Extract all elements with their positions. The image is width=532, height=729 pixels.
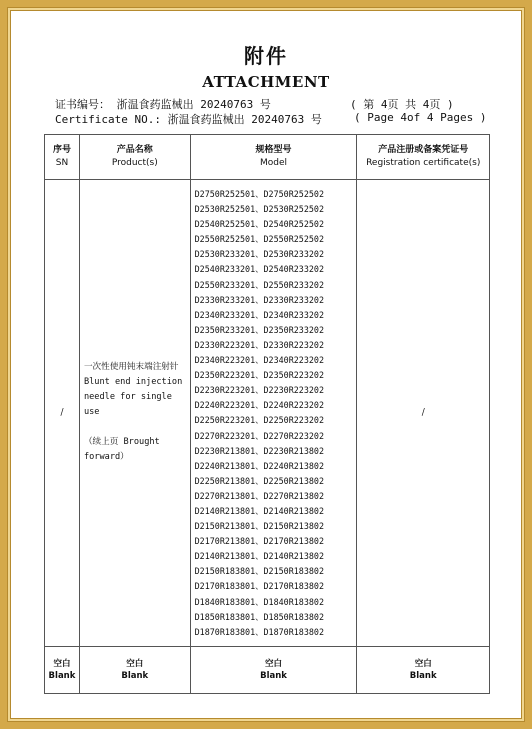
certificate-value-cn: 浙温食药监械出 20240763 号 [116, 98, 271, 111]
blank-registration-en: Blank [409, 670, 437, 681]
model-item: D2140R213801、D2140R213802 [194, 505, 325, 516]
model-item: D1840R183801、D1840R183802 [194, 596, 325, 607]
document-title-en: ATTACHMENT [202, 73, 330, 91]
blank-model-en: Blank [260, 670, 287, 681]
model-item: D2350R233201、D2350R233202 [194, 324, 325, 335]
blank-model-cn: 空白 [265, 658, 283, 669]
page-indicator-cn: ( 第 4页 共 4页 ) [350, 98, 454, 111]
model-item: D2350R223201、D2350R223202 [194, 370, 325, 381]
page-indicator-en: ( Page 4of 4 Pages ) [354, 111, 487, 124]
row-models [190, 180, 357, 647]
product-name-en: Blunt end injection needle for single use [83, 377, 183, 418]
blank-sn-en: Blank [48, 670, 76, 681]
header-product [79, 135, 190, 180]
model-item: D2540R252501、D2540R252502 [194, 219, 325, 230]
model-item: D2140R213801、D2140R213802 [194, 551, 325, 562]
header-registration [357, 135, 490, 180]
table-row [45, 180, 490, 647]
model-item: D2240R223201、D2240R223202 [194, 400, 325, 411]
model-item: D2230R213801、D2230R213802 [194, 445, 325, 456]
certificate-number-cn [55, 96, 271, 112]
header-sn-en: SN [55, 158, 69, 168]
model-item: D2530R252501、D2530R252502 [194, 204, 325, 215]
model-item: D2340R223201、D2340R223202 [194, 355, 325, 366]
product-note: （续上页 Brought forward） [83, 437, 160, 463]
certificate-label-en: Certificate NO.: [55, 113, 161, 126]
header-model [190, 135, 357, 180]
header-sn [45, 135, 80, 180]
document-title-cn: 附件 [244, 44, 288, 68]
header-registration-cn: 产品注册或备案凭证号 [378, 145, 469, 155]
blank-sn [45, 646, 80, 693]
product-name-cn: 一次性使用钝末端注射针 [83, 362, 179, 373]
model-item: D2170R213801、D2170R213802 [194, 536, 325, 547]
certificate-number-en [55, 111, 322, 127]
blank-product [79, 646, 190, 693]
attachment-table [44, 134, 490, 694]
model-item: D2330R233201、D2330R233202 [194, 294, 325, 305]
row-product [79, 180, 190, 647]
model-item: D2530R233201、D2530R233202 [194, 249, 325, 260]
model-item: D2240R213801、D2240R213802 [194, 460, 325, 471]
model-item: D2540R233201、D2540R233202 [194, 264, 325, 275]
model-item: D2270R223201、D2270R223202 [194, 430, 325, 441]
model-item: D2150R183801、D2150R183802 [194, 566, 325, 577]
model-item: D2550R252501、D2550R252502 [194, 234, 325, 245]
model-item: D2750R252501、D2750R252502 [194, 189, 325, 199]
model-item: D2550R233201、D2550R233202 [194, 279, 325, 290]
model-item: D1870R183801、D1870R183802 [194, 626, 325, 637]
header-model-en: Model [260, 158, 288, 168]
model-item: D2150R213801、D2150R213802 [194, 521, 325, 532]
blank-registration [357, 646, 490, 693]
blank-product-en: Blank [121, 670, 149, 681]
model-item: D1850R183801、D1850R183802 [194, 611, 325, 622]
header-sn-cn: 序号 [52, 145, 71, 155]
blank-row [45, 646, 490, 693]
table-header-row [45, 135, 490, 180]
model-item: D2230R223201、D2230R223202 [194, 385, 325, 396]
certificate-value-en: 浙温食药监械出 20240763 号 [167, 113, 322, 126]
model-item: D2250R213801、D2250R213802 [194, 475, 325, 486]
header-product-en: Product(s) [111, 158, 158, 168]
header-product-cn: 产品名称 [116, 145, 153, 155]
blank-product-cn: 空白 [126, 658, 144, 669]
blank-registration-cn: 空白 [414, 658, 432, 669]
row-sn: / [45, 180, 80, 647]
model-item: D2340R233201、D2340R233202 [194, 309, 325, 320]
blank-sn-cn: 空白 [53, 658, 71, 669]
header-registration-en: Registration certificate(s) [366, 158, 481, 168]
model-item: D2250R223201、D2250R223202 [194, 415, 325, 426]
row-registration: / [357, 180, 490, 647]
header-model-cn: 规格型号 [255, 145, 292, 155]
model-item: D2330R223201、D2330R223202 [194, 339, 325, 350]
model-list [195, 187, 357, 640]
model-item: D2270R213801、D2270R213802 [194, 490, 325, 501]
certificate-label-cn: 证书编号： [55, 98, 110, 111]
blank-model [190, 646, 357, 693]
model-item: D2170R183801、D2170R183802 [194, 581, 325, 592]
